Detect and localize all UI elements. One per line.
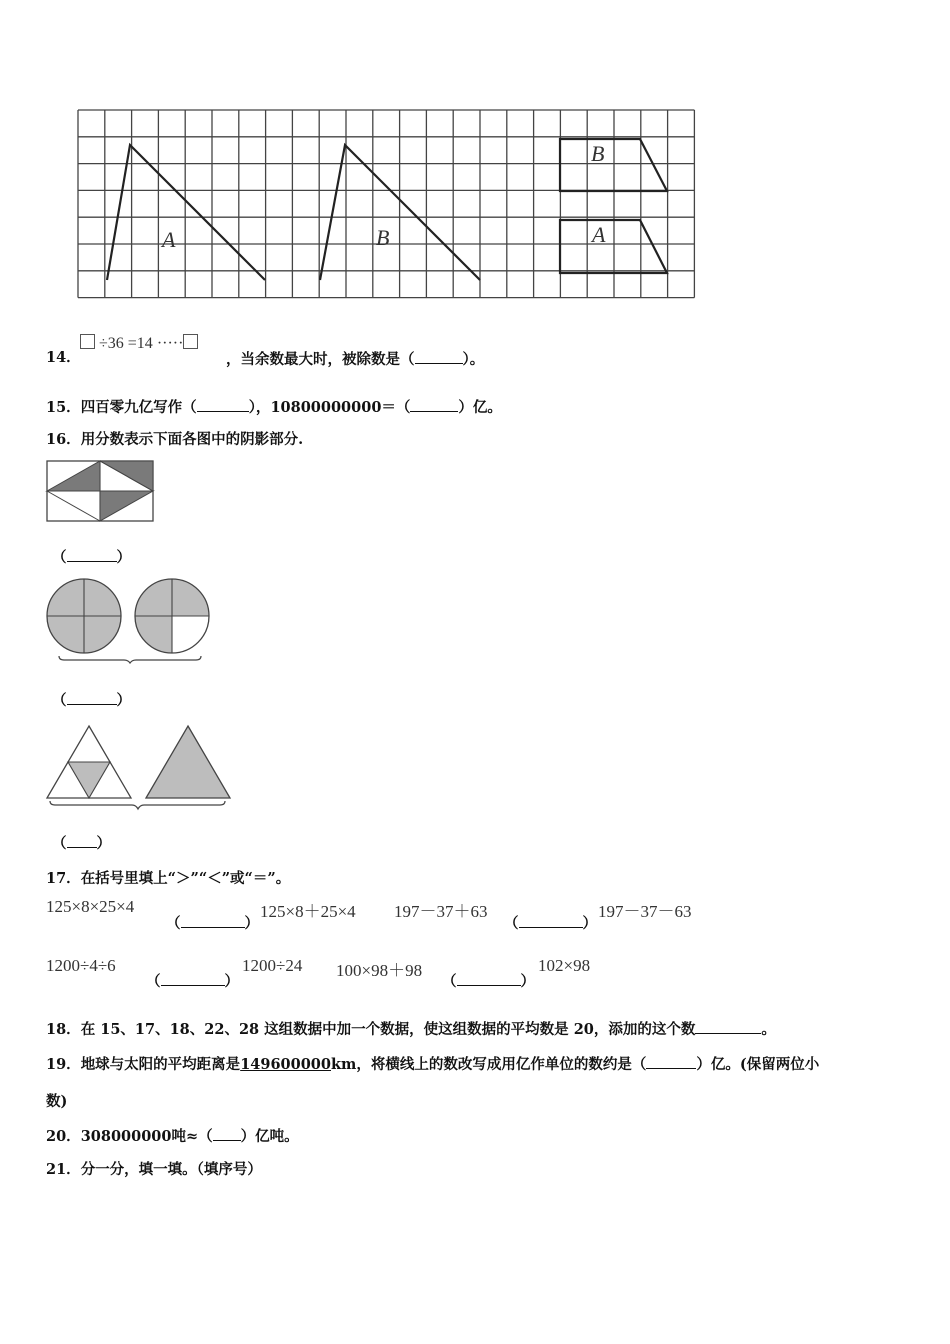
compare-blank[interactable] — [161, 985, 225, 986]
paren-close: ） — [96, 835, 111, 852]
question-number: 20． — [46, 1128, 81, 1145]
triangle-a-left — [107, 145, 265, 280]
q16-prompt: 用分数表示下面各图中的阴影部分. — [80, 431, 304, 448]
q16-triangles-figure — [44, 722, 236, 814]
q16-answer-3 — [52, 832, 111, 853]
q17-r2-left1: 1200÷4÷6 — [46, 956, 116, 975]
q16-circles-figure — [44, 576, 216, 664]
q17-r2-blank2: （ ） — [442, 973, 535, 990]
q16-answer-1 — [52, 546, 131, 567]
grid-figure — [70, 105, 705, 315]
paren-close: ） — [116, 692, 131, 709]
q18-prompt: 在 15、17、18、22、28 这组数据中加一个数据，使这组数据的平均数是 20，添加的这个数 — [80, 1021, 696, 1038]
answer-blank[interactable] — [67, 561, 117, 562]
q17-r2-blank1: （ ） — [146, 973, 239, 990]
q17-r2-left2: 100×98＋98 — [336, 961, 423, 980]
answer-blank-2[interactable] — [410, 411, 458, 412]
q16-answer-2 — [52, 689, 131, 710]
remainder-box — [183, 334, 198, 349]
q21-prompt: 分一分，填一填。（填序号） — [80, 1161, 262, 1178]
question-number: 14． — [46, 349, 81, 366]
question-18 — [46, 1018, 776, 1039]
q20-prompt: 吨≈（ — [171, 1128, 213, 1145]
question-14 — [46, 346, 81, 367]
answer-blank[interactable] — [213, 1140, 241, 1141]
answer-blank[interactable] — [67, 847, 97, 848]
label-b-trapezoid: B — [591, 141, 605, 166]
q17-r1-left2: 197－37＋63 — [394, 902, 488, 921]
q17-r1-right1: 125×8＋25×4 — [260, 902, 356, 921]
q15-value: 10800000000 — [270, 399, 382, 416]
q19-unit: km — [331, 1056, 357, 1073]
q18-end: 。 — [761, 1021, 776, 1038]
q20-close: ）亿吨。 — [240, 1128, 299, 1145]
answer-blank[interactable] — [646, 1068, 696, 1069]
question-20 — [46, 1125, 299, 1146]
q17-prompt: 在括号里填上“＞”“＜”或“＝”。 — [80, 870, 291, 887]
question-17 — [46, 867, 290, 888]
answer-blank[interactable] — [67, 704, 117, 705]
q14-text — [226, 348, 484, 369]
question-number: 16． — [46, 431, 81, 448]
q14-prompt: ，当余数最大时，被除数是（ — [226, 351, 415, 368]
q20-value: 308000000 — [80, 1128, 172, 1145]
paren-close: ） — [116, 549, 131, 566]
compare-blank[interactable] — [181, 927, 245, 928]
q15-close: ）亿。 — [458, 399, 502, 416]
q17-r1-blank1: （ ） — [166, 915, 259, 932]
question-number: 15． — [46, 399, 81, 416]
question-number: 21． — [46, 1161, 81, 1178]
q14-dots: ····· — [156, 335, 184, 352]
compare-blank[interactable] — [519, 927, 583, 928]
question-19 — [46, 1053, 819, 1074]
answer-blank[interactable] — [415, 363, 463, 364]
paren-open: （ — [52, 549, 67, 566]
q19-underlined-value: 149600000 — [240, 1056, 331, 1073]
q15-eq: ＝（ — [381, 399, 411, 416]
label-b-triangle: B — [376, 225, 390, 250]
answer-blank[interactable] — [695, 1033, 761, 1034]
question-16 — [46, 428, 303, 449]
q19-continuation: 数) — [46, 1093, 68, 1110]
q15-prompt: 四百零九亿写作（ — [80, 399, 197, 416]
question-number: 19． — [46, 1056, 81, 1073]
q16-rectangle-figure — [44, 458, 158, 524]
q15-mid: ）， — [248, 399, 271, 416]
q17-r1-left1: 125×8×25×4 — [46, 897, 135, 916]
question-number: 17． — [46, 870, 81, 887]
paren-open: （ — [52, 835, 67, 852]
question-15 — [46, 396, 502, 417]
compare-blank[interactable] — [457, 985, 521, 986]
paren-open: （ — [52, 692, 67, 709]
answer-blank-1[interactable] — [197, 411, 249, 412]
q19-prompt-3: ）亿。(保留两位小 — [696, 1056, 820, 1073]
q17-r2-right2: 102×98 — [538, 956, 591, 975]
q14-div: ÷36 =14 — [99, 335, 153, 352]
label-a-triangle: A — [162, 227, 176, 252]
label-a-trapezoid: A — [592, 222, 606, 247]
dividend-box — [80, 334, 95, 349]
question-number: 18． — [46, 1021, 81, 1038]
q17-r1-right2: 197－37－63 — [598, 902, 692, 921]
question-21 — [46, 1158, 262, 1179]
q17-r2-right1: 1200÷24 — [242, 956, 303, 975]
q17-r1-blank2: （ ） — [504, 915, 597, 932]
q14-close: ）。 — [462, 351, 485, 368]
q14-equation — [80, 334, 198, 353]
q19-prompt: 地球与太阳的平均距离是 — [80, 1056, 241, 1073]
q19-prompt-2: ，将横线上的数改写成用亿作单位的数约是（ — [356, 1056, 647, 1073]
